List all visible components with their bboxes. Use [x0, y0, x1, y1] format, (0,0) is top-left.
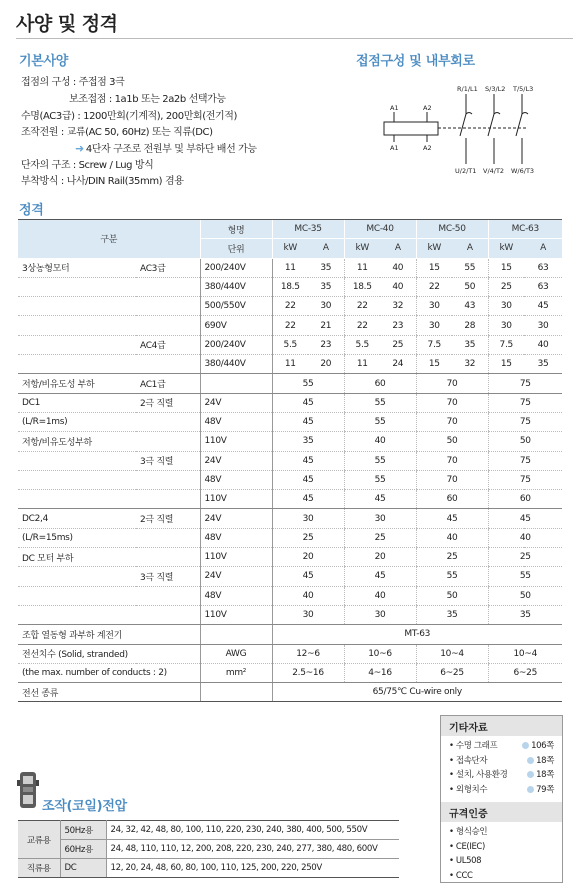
bullet-icon: [527, 757, 534, 764]
page-ref-text: 79쪽: [536, 784, 554, 795]
value-cell: 40: [344, 586, 416, 605]
value-cell: 15: [416, 258, 452, 277]
certification-list: [441, 822, 562, 886]
table-row: [18, 451, 562, 470]
internal-circuit-diagram: [356, 78, 571, 183]
coil-icon: [17, 770, 39, 810]
value-cell: 21: [308, 316, 344, 335]
unit-kw: kW: [416, 239, 452, 258]
value-cell: 50: [416, 432, 488, 451]
list-item[interactable]: [449, 754, 554, 769]
coil-label-a2-top: A2: [423, 104, 432, 112]
voltage-cell: 380/440V: [200, 355, 272, 374]
value-cell: 22: [344, 316, 380, 335]
value-cell: 45: [488, 509, 562, 528]
table-row: [18, 625, 562, 644]
voltage-cell: 110V: [200, 490, 272, 509]
value-cell: 5.5: [344, 335, 380, 354]
value-cell: 25: [416, 548, 488, 567]
dc1-2pole-label: 2극 직렬: [136, 393, 200, 412]
voltage-cell: 500/550V: [200, 297, 272, 316]
value-cell: 50: [416, 586, 488, 605]
ref-label: • 설치, 사용환경: [449, 770, 508, 780]
bullet-icon: [522, 742, 529, 749]
diagram-heading: 접점구성 및 내부회로: [356, 54, 475, 69]
value-cell: 63: [524, 258, 562, 277]
value-cell: 32: [452, 355, 488, 374]
ref-label: • 수명 그래프: [449, 741, 498, 751]
spec-mounting: 부착방식 : 나사/DIN Rail(35mm) 겸용: [21, 176, 184, 187]
value-cell: 35: [308, 277, 344, 296]
value-cell: 45: [272, 567, 344, 586]
dc24-load-label: DC 모터 부하: [18, 548, 136, 567]
table-row: [18, 859, 399, 878]
spec-wiring-text: 4단자 구조로 전원부 및 부하단 배선 가능: [85, 144, 257, 155]
value-cell: 25: [380, 335, 416, 354]
value-cell: 20: [344, 548, 416, 567]
spec-terminal: 단자의 구조 : Screw / Lug 방식: [21, 160, 154, 171]
value-cell: 45: [272, 412, 344, 431]
header-mc35: MC-35: [272, 220, 344, 239]
voltage-cell: 110V: [200, 605, 272, 624]
overload-relay-label: 조합 열동형 과부하 계전기: [18, 625, 200, 644]
page-ref: [522, 739, 554, 754]
voltage-cell: 110V: [200, 432, 272, 451]
ac4-label: AC4급: [136, 335, 200, 354]
value-cell: 30: [416, 297, 452, 316]
page-ref: [527, 783, 554, 798]
spec-life: 수명(AC3급) : 1200만회(기계적), 200만회(전기적): [21, 111, 238, 122]
value-cell: 35: [452, 335, 488, 354]
spec-wiring: [75, 140, 257, 155]
wire-type-label: 전선 종류: [18, 683, 200, 702]
value-cell: 40: [380, 258, 416, 277]
value-cell: 11: [344, 355, 380, 374]
value-cell: 30: [416, 316, 452, 335]
title-divider: [16, 38, 573, 39]
value-cell: 30: [344, 509, 416, 528]
voltage-cell: 48V: [200, 528, 272, 547]
value-cell: 4~16: [344, 663, 416, 682]
value-cell: 25: [488, 548, 562, 567]
header-unit: 단위: [200, 239, 272, 258]
voltage-cell: 200/240V: [200, 258, 272, 277]
voltage-cell: 110V: [200, 548, 272, 567]
value-cell: 35: [272, 432, 344, 451]
table-header-row: [18, 220, 562, 239]
dc1-3pole-label: 3극 직렬: [136, 451, 200, 470]
value-cell: 18.5: [272, 277, 308, 296]
unit-kw: kW: [488, 239, 524, 258]
value-cell: 45: [272, 393, 344, 412]
value-cell: 43: [452, 297, 488, 316]
freq-cell: DC: [60, 859, 106, 878]
overload-relay-value: MT-63: [272, 625, 562, 644]
page-ref: [527, 754, 554, 769]
list-item: • CE(IEC): [449, 841, 485, 852]
reference-box: [440, 715, 563, 883]
value-cell: 70: [416, 470, 488, 489]
value-cell: 30: [272, 605, 344, 624]
value-cell: 7.5: [416, 335, 452, 354]
value-cell: 75: [488, 374, 562, 393]
value-cell: 5.5: [272, 335, 308, 354]
value-cell: 55: [344, 393, 416, 412]
table-row: [18, 509, 562, 528]
ac-label: 교류용: [18, 821, 60, 859]
value-cell: 15: [488, 355, 524, 374]
ac3-label: AC3급: [136, 258, 200, 277]
coil-voltage-heading: 조작(코일)전압: [42, 799, 127, 814]
value-cell: 40: [344, 432, 416, 451]
table-row: [18, 355, 562, 374]
value-cell: 45: [344, 490, 416, 509]
value-cell: 24: [380, 355, 416, 374]
value-cell: 45: [524, 297, 562, 316]
freq-cell: 50Hz용: [60, 821, 106, 840]
page-ref-text: 18쪽: [536, 770, 554, 780]
table-row: [18, 258, 562, 277]
value-cell: 45: [272, 470, 344, 489]
voltage-list: 24, 32, 42, 48, 80, 100, 110, 220, 230, 240, 380, 400, 500, 550V: [106, 821, 399, 840]
other-data-heading: 기타자료: [441, 716, 562, 736]
coil-label-a1-bottom: A1: [390, 144, 399, 152]
wire-unit-mm: mm²: [200, 663, 272, 682]
spec-aux-contact: 보조접점 : 1a1b 또는 2a2b 선택가능: [69, 94, 226, 105]
unit-a: A: [452, 239, 488, 258]
value-cell: 6~25: [416, 663, 488, 682]
value-cell: 30: [488, 297, 524, 316]
table-row: [18, 335, 562, 354]
value-cell: 22: [272, 297, 308, 316]
table-row: [18, 548, 562, 567]
dc24-label: DC2,4: [18, 509, 136, 528]
dc24-lr-label: (L/R=15ms): [18, 528, 136, 547]
value-cell: 55: [272, 374, 344, 393]
unit-a: A: [308, 239, 344, 258]
voltage-cell: 24V: [200, 393, 272, 412]
value-cell: 55: [488, 567, 562, 586]
value-cell: 6~25: [488, 663, 562, 682]
value-cell: 15: [416, 355, 452, 374]
table-row: [18, 412, 562, 431]
wire-type-value: 65/75℃ Cu-wire only: [272, 683, 562, 702]
table-row: [18, 683, 562, 702]
value-cell: 35: [416, 605, 488, 624]
wire-conducts-label: (the max. number of conducts : 2): [18, 663, 200, 682]
dc1-label: DC1: [18, 393, 136, 412]
spec-contact: 접점의 구성 : 주접점 3극: [21, 77, 125, 88]
bullet-icon: [527, 786, 534, 793]
value-cell: 11: [272, 258, 308, 277]
value-cell: 18.5: [344, 277, 380, 296]
value-cell: 75: [488, 470, 562, 489]
voltage-cell: 48V: [200, 470, 272, 489]
table-row: [18, 316, 562, 335]
spec-power: 조작전원 : 교류(AC 50, 60Hz) 또는 직류(DC): [21, 127, 213, 138]
value-cell: 45: [344, 567, 416, 586]
dc-label: 직류용: [18, 859, 60, 878]
value-cell: 40: [488, 528, 562, 547]
table-row: [18, 840, 399, 859]
value-cell: 60: [416, 490, 488, 509]
table-row: [18, 432, 562, 451]
value-cell: 75: [488, 412, 562, 431]
rating-heading: 정격: [19, 203, 44, 218]
page-ref-text: 18쪽: [536, 755, 554, 766]
voltage-cell: 24V: [200, 567, 272, 586]
value-cell: 50: [488, 586, 562, 605]
value-cell: 10~4: [416, 644, 488, 663]
list-item: • CCC: [449, 870, 473, 881]
ac1-class-label: AC1급: [136, 374, 200, 393]
value-cell: 45: [272, 490, 344, 509]
terminal-label-l2: S/3/L2: [485, 85, 506, 93]
voltage-cell: 48V: [200, 586, 272, 605]
value-cell: 30: [308, 297, 344, 316]
coil-voltage-table: [18, 820, 399, 878]
header-mc50: MC-50: [416, 220, 488, 239]
value-cell: 75: [488, 451, 562, 470]
list-item[interactable]: [449, 783, 554, 798]
value-cell: 55: [416, 567, 488, 586]
value-cell: 28: [452, 316, 488, 335]
coil-symbol: [384, 122, 438, 135]
list-item[interactable]: [449, 739, 554, 754]
basic-spec-heading: 기본사양: [19, 54, 69, 69]
table-row: [18, 470, 562, 489]
value-cell: 35: [308, 258, 344, 277]
value-cell: 35: [488, 605, 562, 624]
table-row: [18, 490, 562, 509]
value-cell: 10~4: [488, 644, 562, 663]
table-row: [18, 277, 562, 296]
unit-a: A: [524, 239, 562, 258]
value-cell: 10~6: [344, 644, 416, 663]
unit-kw: kW: [344, 239, 380, 258]
value-cell: 40: [416, 528, 488, 547]
value-cell: 23: [308, 335, 344, 354]
unit-kw: kW: [272, 239, 308, 258]
value-cell: 70: [416, 412, 488, 431]
value-cell: 11: [344, 258, 380, 277]
table-row: [18, 393, 562, 412]
value-cell: 40: [272, 586, 344, 605]
value-cell: 20: [272, 548, 344, 567]
value-cell: 55: [344, 470, 416, 489]
page-title: 사양 및 정격: [16, 13, 118, 35]
value-cell: 25: [488, 277, 524, 296]
certification-heading: 규격인증: [441, 802, 562, 822]
dc24-3pole-label: 3극 직렬: [136, 567, 200, 586]
header-model: 형명: [200, 220, 272, 239]
freq-cell: 60Hz용: [60, 840, 106, 859]
table-row: [18, 605, 562, 624]
value-cell: 30: [344, 605, 416, 624]
dc1-load-label: 저항/비유도성부하: [18, 432, 136, 451]
table-row: [18, 663, 562, 682]
value-cell: 25: [344, 528, 416, 547]
value-cell: 35: [524, 355, 562, 374]
list-item: • UL508: [449, 856, 482, 866]
terminal-label-t2: V/4/T2: [483, 167, 505, 175]
value-cell: 70: [416, 393, 488, 412]
voltage-cell: 48V: [200, 412, 272, 431]
terminal-label-l1: R/1/L1: [457, 85, 478, 93]
table-row: [18, 297, 562, 316]
value-cell: 40: [524, 335, 562, 354]
value-cell: 55: [344, 451, 416, 470]
value-cell: 32: [380, 297, 416, 316]
ref-label: • 접속단자: [449, 755, 488, 766]
list-item: • 형식승인: [449, 827, 488, 837]
table-row: [18, 528, 562, 547]
value-cell: 7.5: [488, 335, 524, 354]
value-cell: 12~6: [272, 644, 344, 663]
arrow-right-icon: ➜: [75, 142, 84, 155]
table-row: [18, 821, 399, 840]
voltage-list: 12, 20, 24, 48, 60, 80, 100, 110, 125, 200, 220, 250V: [106, 859, 399, 878]
coil-label-a2-bottom: A2: [423, 144, 432, 152]
value-cell: 50: [452, 277, 488, 296]
terminal-label-l3: T/5/L3: [513, 85, 534, 93]
value-cell: 60: [488, 490, 562, 509]
value-cell: 55: [452, 258, 488, 277]
table-row: [18, 644, 562, 663]
value-cell: 15: [488, 258, 524, 277]
wire-size-label: 전선치수 (Solid, stranded): [18, 644, 200, 663]
terminal-label-t1: U/2/T1: [455, 167, 477, 175]
value-cell: 25: [272, 528, 344, 547]
value-cell: 11: [272, 355, 308, 374]
value-cell: 70: [416, 451, 488, 470]
value-cell: 22: [344, 297, 380, 316]
value-cell: 75: [488, 393, 562, 412]
table-row: [18, 374, 562, 393]
other-data-list: [441, 736, 562, 800]
dc1-lr-label: (L/R=1ms): [18, 412, 136, 431]
value-cell: 50: [488, 432, 562, 451]
page-ref: [527, 768, 554, 783]
value-cell: 45: [416, 509, 488, 528]
value-cell: 30: [524, 316, 562, 335]
header-mc63: MC-63: [488, 220, 562, 239]
table-row: [18, 567, 562, 586]
voltage-cell: 24V: [200, 451, 272, 470]
value-cell: 40: [380, 277, 416, 296]
terminal-label-t3: W/6/T3: [511, 167, 535, 175]
bullet-icon: [527, 771, 534, 778]
unit-a: A: [380, 239, 416, 258]
value-cell: 60: [344, 374, 416, 393]
value-cell: 55: [344, 412, 416, 431]
coil-label-a1-top: A1: [390, 104, 399, 112]
value-cell: 30: [272, 509, 344, 528]
value-cell: 20: [308, 355, 344, 374]
voltage-cell: 690V: [200, 316, 272, 335]
ref-label: • 외형치수: [449, 784, 488, 795]
value-cell: 22: [416, 277, 452, 296]
value-cell: 45: [272, 451, 344, 470]
table-row: [18, 586, 562, 605]
voltage-cell: 200/240V: [200, 335, 272, 354]
value-cell: 23: [380, 316, 416, 335]
voltage-list: 24, 48, 110, 110, 12, 200, 208, 220, 230, 240, 277, 380, 480, 600V: [106, 840, 399, 859]
ac1-load-label: 저항/비유도성 부하: [18, 374, 136, 393]
wire-unit-awg: AWG: [200, 644, 272, 663]
rating-table: [18, 219, 562, 702]
header-group: 구분: [18, 220, 200, 259]
value-cell: 22: [272, 316, 308, 335]
value-cell: 30: [488, 316, 524, 335]
voltage-cell: 380/440V: [200, 277, 272, 296]
value-cell: 63: [524, 277, 562, 296]
page-ref-text: 106쪽: [531, 741, 554, 751]
value-cell: 70: [416, 374, 488, 393]
value-cell: 2.5~16: [272, 663, 344, 682]
voltage-cell: 24V: [200, 509, 272, 528]
header-mc40: MC-40: [344, 220, 416, 239]
motor-label: 3상농형모터: [18, 258, 136, 277]
dc24-2pole-label: 2극 직렬: [136, 509, 200, 528]
list-item[interactable]: [449, 768, 554, 783]
